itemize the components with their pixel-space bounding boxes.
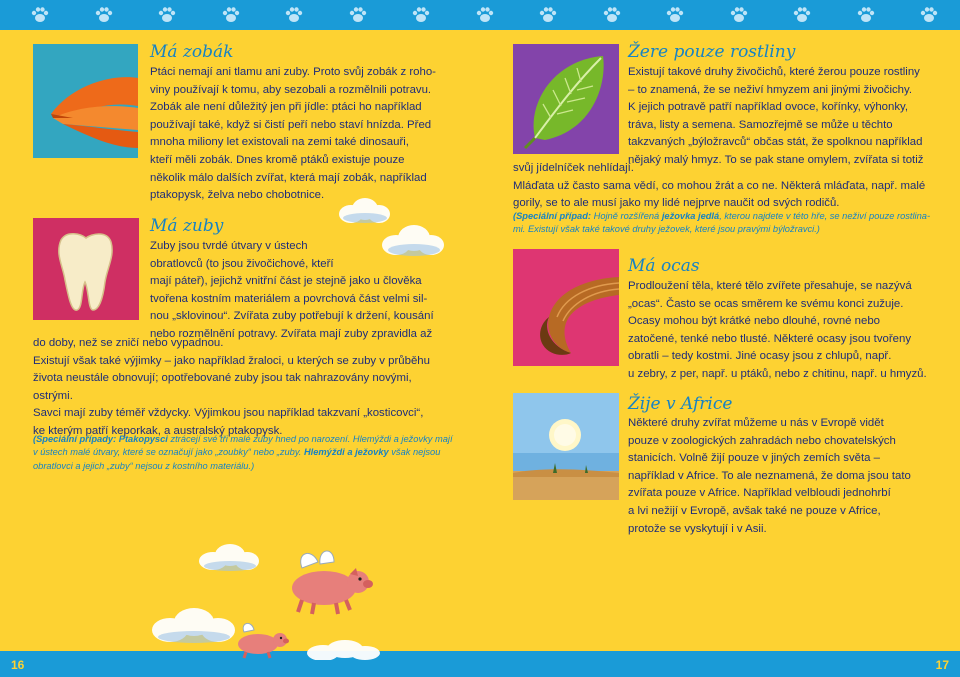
plants-note — [513, 210, 953, 237]
text-line: tráva, listy a semena. Samozřejmě se může u těchto — [628, 118, 893, 131]
text-line: Ptáci nemají ani tlamu ani zuby. Proto svůj zobák z roho- — [150, 66, 436, 78]
text-line: několik málo dalších zvířat, která mají zobák, například — [150, 171, 427, 184]
text-line: do doby, než se zničí nebo vypadnou. — [33, 337, 224, 349]
cloud-icon — [197, 543, 261, 578]
plants-paragraph-indented — [628, 64, 948, 170]
note-line — [33, 460, 473, 473]
note-segment: ježovka jedlá — [661, 211, 720, 221]
paw-print-icon — [94, 5, 114, 25]
note-segment: Hlemýždi a ježovky — [352, 434, 433, 444]
text-line: používají také, když si čistí peří nebo staví hnízda. Před — [150, 118, 432, 131]
paw-print-icon — [729, 5, 749, 25]
paw-print-icon — [284, 5, 304, 25]
tail-heading: Má ocas — [628, 256, 700, 276]
teeth-note — [33, 433, 473, 473]
note-segment: Hlemýždi a ježovky — [303, 447, 389, 458]
note-segment: (Speciální případy: Ptakopysci — [33, 434, 168, 444]
note-segment: obratlovci a jejich „zuby“ nejsou z kostního materiálu.) — [33, 460, 255, 471]
text-line: – to znamená, že se neživí hmyzem ani jinými živočichy. — [628, 83, 913, 96]
text-line: stanicích. Volně žijí pouze v jiných zemích světa – — [628, 452, 880, 465]
tail-illustration — [513, 249, 619, 366]
text-line: obratli – tedy kostmi. Jiné ocasy jsou z chlupů, např. — [628, 350, 892, 363]
text-line: zatočené, tenké nebo tlusté. Některé ocasy jsou tvořeny — [628, 332, 912, 345]
flying-pig-icon — [226, 620, 292, 665]
text-line: Zobák ale není důležitý jen při jídle: ptáci ho například — [150, 101, 422, 114]
tail-paragraph — [628, 278, 948, 384]
text-line: svůj jídelníček nehlídají. — [513, 162, 634, 174]
page-number-right: 17 — [935, 658, 949, 672]
text-line: Existují však také výjimky – jako například žraloci, u kterých se zuby v průběhu — [33, 354, 430, 367]
paw-print-icon — [792, 5, 812, 25]
paw-print-icon — [919, 5, 939, 25]
plants-heading: Žere pouze rostliny — [628, 42, 796, 62]
paw-print-icon — [157, 5, 177, 25]
cloud-icon — [305, 640, 383, 665]
text-line: Savci mají zuby téměř vždycky. Výjimkou jsou například takzvaní „kosticovci“, — [33, 407, 424, 420]
paw-print-icon — [348, 5, 368, 25]
paw-print-icon — [602, 5, 622, 25]
text-line: nějaký malý hmyz. To se pak stane omylem, zvířata si totiž — [628, 153, 924, 166]
bottom-band — [0, 651, 960, 677]
text-line: K jejich potravě patří například ovoce, kořínky, výhonky, — [628, 101, 909, 114]
text-line: zvířata pouze v Africe. Například velbloudi jednohrbí — [628, 487, 891, 500]
beak-paragraph — [150, 64, 460, 205]
text-line: ostrými. — [33, 389, 73, 402]
text-line: Zuby jsou tvrdé útvary v ústech — [150, 240, 308, 252]
paw-print-icon — [538, 5, 558, 25]
paw-print-icon — [665, 5, 685, 25]
text-line: mají páteř), jejichž vnitřní část je stejně jako u člověka — [150, 275, 422, 288]
text-line: nebo rozmělnění potravy. Zvířata mají zuby zpravidla až — [150, 327, 433, 340]
text-line: takzvaných „býložravců“ občas stát, že spolknou například — [628, 136, 923, 149]
teeth-paragraph-full — [33, 335, 473, 441]
text-line: Mláďata už často sama vědí, co mohou žrát a co ne. Některá mláďata, např. malé — [513, 179, 926, 192]
text-line: ke kterým patří keporkak, a australský ptakopysk. — [33, 424, 283, 437]
page-number-left: 16 — [11, 658, 25, 672]
text-line: tvořena kostním materiálem a povrchová část velmi sil- — [150, 292, 428, 305]
africa-paragraph — [628, 415, 948, 538]
text-line: „ocas“. Často se ocas směrem ke svému konci zužuje. — [628, 297, 904, 310]
note-segment: (Speciální případ: — [513, 211, 592, 221]
teeth-heading: Má zuby — [150, 216, 224, 236]
beak-illustration — [33, 44, 138, 158]
text-line: Prodloužení těla, které tělo zvířete přesahuje, se nazývá — [628, 280, 912, 292]
text-line: Ocasy mohou být krátké nebo dlouhé, rovné nebo — [628, 315, 881, 328]
text-line: u zebry, z per, např. u ptáků, nebo z chitinu, např. u hmyzů. — [628, 367, 927, 380]
note-segment: však nejsou — [388, 447, 441, 458]
note-segment: mi. Existují však také takové druhy ježovek, které jsou pravými býložravci.) — [513, 224, 820, 235]
note-line — [33, 433, 473, 446]
text-line: například v Africe. To ale neznamená, že doma jsou tato — [628, 469, 911, 482]
beak-heading: Má zobák — [150, 42, 234, 62]
sun-desert-illustration — [513, 393, 619, 500]
note-line — [513, 210, 953, 223]
text-line: a lvi nežijí v Evropě, avšak také ne pouze v Africe, — [628, 504, 881, 517]
tooth-illustration — [33, 218, 139, 320]
note-line — [33, 446, 473, 459]
paw-print-icon — [856, 5, 876, 25]
cloud-icon — [380, 223, 446, 264]
text-line: ptakopysk, želva nebo chobotnice. — [150, 189, 325, 202]
paw-print-icon — [411, 5, 431, 25]
paw-print-icon — [221, 5, 241, 25]
text-line: života neustále obnovují; opotřebované zuby jsou tak nahrazovány novými, — [33, 372, 412, 385]
text-line: obratlovců (to jsou živočichové, kteří — [150, 257, 334, 270]
note-segment: mají — [432, 434, 453, 444]
text-line: protože se vyskytují i v Asii. — [628, 522, 767, 535]
top-band — [0, 0, 960, 30]
paw-print-icon — [475, 5, 495, 25]
plants-paragraph-full — [513, 160, 953, 213]
leaf-illustration — [513, 44, 619, 154]
note-segment: Hojně rozšířená — [591, 211, 662, 221]
note-segment: ztrácejí své tři malé zuby hned po narození. — [167, 434, 353, 444]
paw-print-icon — [30, 5, 50, 25]
note-segment: v ústech malé útvary, které se označují jako „zoubky“ nebo „zuby. — [33, 447, 304, 458]
note-line — [513, 223, 953, 236]
africa-heading: Žije v Africe — [628, 394, 733, 414]
text-line: nou „sklovinou“. Zvířata zuby potřebují k držení, kousání — [150, 310, 434, 323]
flying-pig-icon — [272, 548, 376, 625]
text-line: pouze v zoologických zahradách nebo chovatelských — [628, 434, 896, 447]
text-line: viny používají k tomu, aby sezobali a rozmělnili potravu. — [150, 83, 432, 96]
text-line: mnoha miliony let existovali na zemi také dinosauři, — [150, 136, 409, 149]
text-line: Některé druhy zvířat můžeme u nás v Evropě vidět — [628, 417, 884, 429]
text-line: Existují takové druhy živočichů, které žerou pouze rostliny — [628, 66, 920, 78]
text-line: kteří měli zobák. Dnes kromě ptáků existuje pouze — [150, 153, 405, 166]
note-segment: , kterou najdete v této hře, se neživí pouze rostlina- — [719, 211, 931, 221]
text-line: gorily, se to ale musí jako my lidé nejprve naučit od svých rodičů. — [513, 197, 840, 210]
